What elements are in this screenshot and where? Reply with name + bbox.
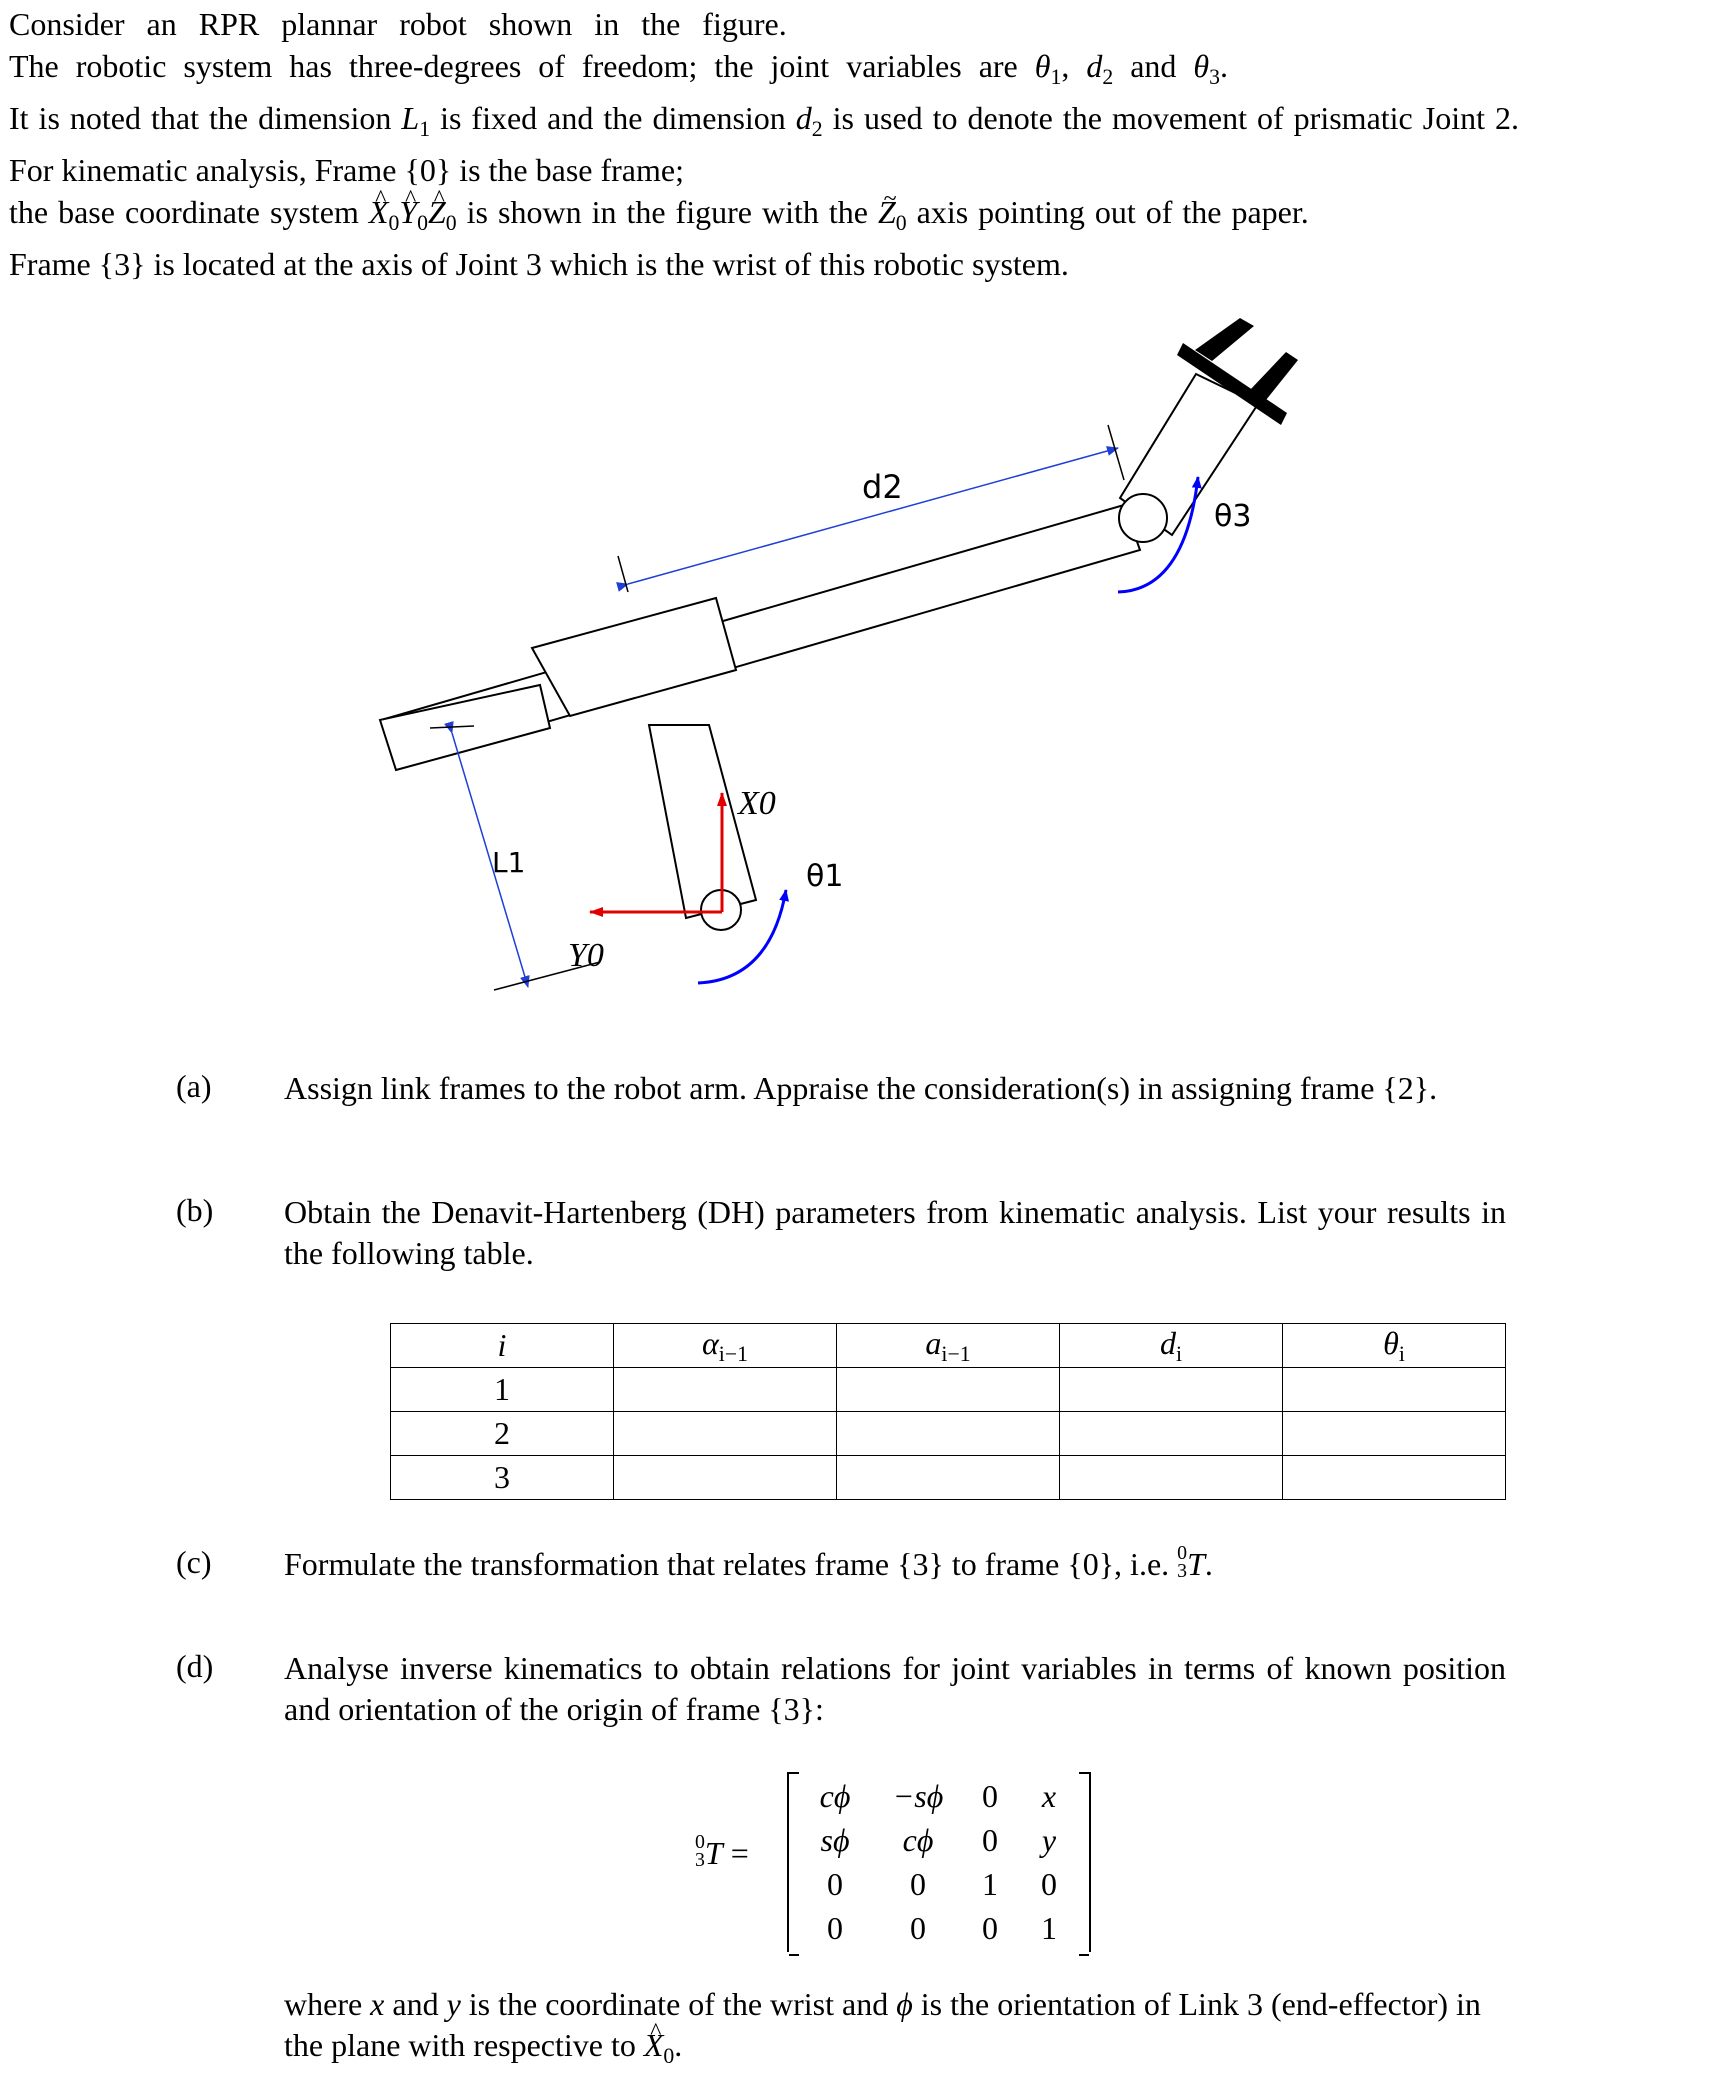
- and-text: and: [1113, 47, 1194, 84]
- matrix-cell: cϕ: [819, 1778, 851, 1814]
- header-i-text: i: [497, 1327, 507, 1363]
- subscript: 2: [1102, 64, 1114, 89]
- table-cell[interactable]: [837, 1412, 1060, 1456]
- header-alpha-text: α: [702, 1324, 719, 1361]
- L-symbol: L: [401, 99, 420, 136]
- where-mid: is the coordinate of the wrist and: [460, 1986, 897, 2022]
- header-theta-sub: i: [1398, 1341, 1405, 1366]
- header-alpha-sub: i−1: [718, 1341, 748, 1366]
- z-tilde-symbol: ~ Z: [878, 192, 896, 234]
- header-d-sub: i: [1175, 1341, 1183, 1366]
- where-clause: [284, 1984, 1506, 2077]
- question-d-text: Analyse inverse kinematics to obtain relations for joint variables in terms of known position and orientation of the origin of frame {3}:: [284, 1650, 1506, 1727]
- intro-line-4: For kinematic analysis, Frame {0} is the base frame;: [9, 152, 684, 189]
- matrix-cell: 0: [982, 1910, 998, 1946]
- table-cell[interactable]: [1060, 1412, 1283, 1456]
- subscript: 0: [445, 210, 457, 235]
- subscript: 0: [663, 2043, 675, 2068]
- question-c-body: Formulate the transformation that relates frame {3} to frame {0}, i.e.: [284, 1546, 1178, 1582]
- matrix-cell: 1: [1041, 1910, 1057, 1946]
- subscript: 2: [811, 116, 823, 141]
- matrix-brackets: [787, 1772, 1091, 1952]
- comma: ,: [1061, 47, 1087, 84]
- intro-line-3-text: It is noted that the dimension: [9, 99, 402, 136]
- header-alpha: [614, 1324, 837, 1368]
- table-cell[interactable]: [614, 1456, 837, 1500]
- intro-line-6: Frame {3} is located at the axis of Joint 3 which is the wrist of this robotic system.: [9, 246, 1069, 283]
- robot-figure: [0, 290, 1722, 1070]
- table-cell[interactable]: [614, 1368, 837, 1412]
- table-cell[interactable]: [1283, 1456, 1506, 1500]
- table-row: [391, 1456, 1506, 1500]
- subscript: 0: [895, 210, 907, 235]
- matrix-cell: 0: [910, 1866, 926, 1902]
- prescript-sub: 3: [1177, 1559, 1188, 1582]
- table-cell[interactable]: [1060, 1368, 1283, 1412]
- matrix-cell: 0: [827, 1866, 843, 1902]
- matrix-cell: 0: [910, 1910, 926, 1946]
- T-symbol: T: [1187, 1546, 1205, 1582]
- question-d-label: (d): [176, 1648, 214, 1684]
- intro-line-5: [9, 192, 1519, 244]
- subscript: 1: [419, 116, 431, 141]
- theta1-label: θ1: [806, 859, 844, 894]
- intro-line-3-mid: is fixed and the dimension: [430, 99, 796, 136]
- prescript-sub: 3: [695, 1848, 705, 1871]
- d2-tick-left: [618, 556, 628, 592]
- d-symbol: d: [1086, 47, 1103, 84]
- intro-line-5-mid: is shown in the figure with the: [456, 193, 878, 230]
- matrix-lhs: [695, 1831, 749, 1872]
- table-cell[interactable]: [1060, 1456, 1283, 1500]
- matrix-cell: 0: [1041, 1866, 1057, 1902]
- x-hat-symbol: ^ X: [644, 2025, 664, 2066]
- matrix-cell: 0: [982, 1778, 998, 1814]
- table-cell-i: 2: [391, 1412, 614, 1456]
- dh-parameter-table: [390, 1323, 1506, 1500]
- header-theta-text: θ: [1383, 1324, 1399, 1361]
- prescript-sup: 0: [695, 1831, 705, 1853]
- table-cell[interactable]: [837, 1456, 1060, 1500]
- matrix-cell: x: [1041, 1778, 1057, 1814]
- table-row: [391, 1368, 1506, 1412]
- matrix-cell: cϕ: [902, 1822, 934, 1858]
- period: .: [1204, 1546, 1213, 1582]
- question-a-label: (a): [176, 1068, 212, 1104]
- header-a-text: a: [925, 1324, 942, 1361]
- phi-symbol: ϕ: [896, 1986, 913, 2022]
- intro-line-3-end: is used to denote the movement of prismatic Joint 2.: [822, 99, 1519, 136]
- d2-label: d2: [862, 468, 903, 506]
- z-hat-symbol: ^ Z: [428, 192, 446, 234]
- question-c-label: (c): [176, 1544, 212, 1580]
- intro-line-3: [9, 98, 1519, 150]
- intro-line-5-end: axis pointing out of the paper.: [906, 193, 1309, 230]
- intro-line-2-text: The robotic system has three-degrees of freedom; the joint variables are: [9, 47, 1035, 84]
- subscript: 1: [1050, 64, 1062, 89]
- y-symbol: y: [446, 1986, 461, 2022]
- matrix-cell: 0: [982, 1822, 998, 1858]
- header-d-text: d: [1159, 1324, 1176, 1361]
- subscript: 3: [1209, 64, 1221, 89]
- x-symbol: x: [370, 1986, 385, 2022]
- intro-line-5-text: the base coordinate system: [9, 193, 369, 230]
- prescript-sup: 0: [1177, 1542, 1188, 1565]
- question-a-text: Assign link frames to the robot arm. Appraise the consideration(s) in assigning frame {2}.: [284, 1070, 1438, 1106]
- x-hat-symbol: ^ X: [369, 192, 389, 234]
- table-cell-i: 1: [391, 1368, 614, 1412]
- equals-sign: =: [722, 1834, 749, 1871]
- table-row: [391, 1412, 1506, 1456]
- intro-paragraph: [9, 4, 1519, 286]
- table-cell-i: 3: [391, 1456, 614, 1500]
- prescript: [695, 1831, 705, 1871]
- subscript: 0: [388, 210, 400, 235]
- where-text: where: [284, 1986, 371, 2022]
- period: .: [1220, 47, 1229, 84]
- question-b-text: Obtain the Denavit-Hartenberg (DH) parameters from kinematic analysis. List your results in the following table.: [284, 1194, 1506, 1271]
- y0-label: Y0: [568, 937, 604, 974]
- table-cell[interactable]: [1283, 1412, 1506, 1456]
- question-c-text: [284, 1544, 1506, 1585]
- header-i: [391, 1324, 614, 1368]
- L1-label: L1: [492, 846, 526, 879]
- matrix-cell: y: [1041, 1822, 1057, 1858]
- intro-line-1: Consider an RPR plannar robot shown in the figure.: [9, 6, 787, 42]
- intro-line-2: [9, 46, 1519, 98]
- matrix-cell: 1: [982, 1866, 998, 1902]
- prismatic-block: [532, 598, 736, 716]
- table-cell[interactable]: [1283, 1368, 1506, 1412]
- header-a: [837, 1324, 1060, 1368]
- header-d: [1060, 1324, 1283, 1368]
- table-header-row: [391, 1324, 1506, 1368]
- theta3-label: θ3: [1214, 499, 1252, 534]
- table-cell[interactable]: [837, 1368, 1060, 1412]
- theta-symbol: θ: [1034, 47, 1051, 84]
- subscript: 0: [417, 210, 428, 235]
- theta-symbol: θ: [1193, 47, 1210, 84]
- x0-label: X0: [738, 785, 776, 822]
- wrist-joint: [1119, 494, 1167, 542]
- header-theta: [1283, 1324, 1506, 1368]
- prescript: [1177, 1542, 1188, 1582]
- matrix-grid: [797, 1774, 1081, 1950]
- period: .: [674, 2027, 683, 2063]
- matrix-cell: 0: [827, 1910, 843, 1946]
- y-hat-symbol: ^ Y: [399, 192, 417, 234]
- where-mid2: is the orientation of Link 3 (end-effector) in the plane with respective to: [284, 1986, 1481, 2063]
- question-b-label: (b): [176, 1192, 214, 1228]
- T-symbol: T: [704, 1834, 723, 1871]
- d2-tick-right: [1108, 425, 1124, 480]
- matrix-cell: −sϕ: [892, 1778, 944, 1814]
- matrix-cell: sϕ: [820, 1822, 850, 1858]
- where-and: and: [384, 1986, 447, 2022]
- d-symbol: d: [795, 99, 812, 136]
- header-a-sub: i−1: [941, 1341, 971, 1366]
- table-cell[interactable]: [614, 1412, 837, 1456]
